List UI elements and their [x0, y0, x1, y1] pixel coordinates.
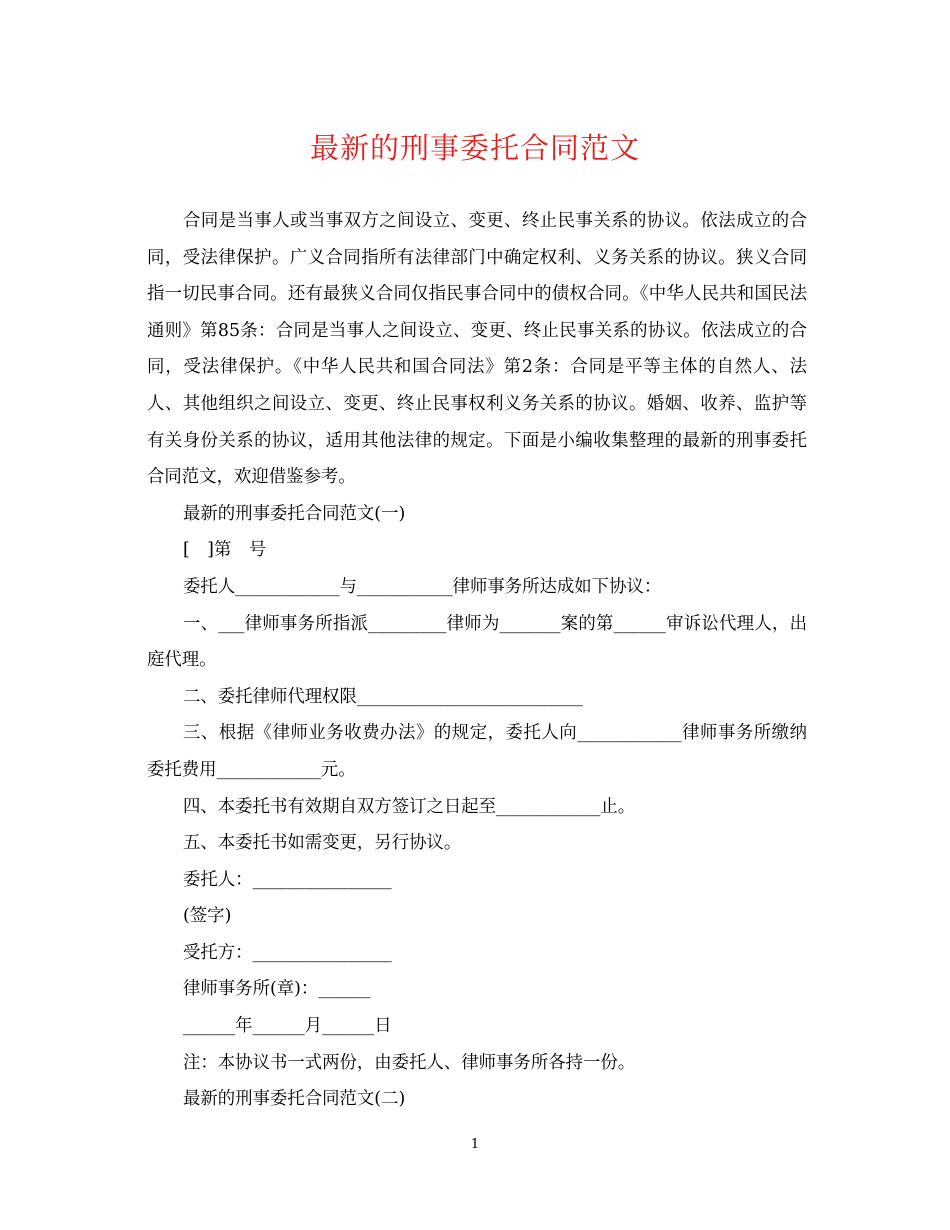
section2-heading: 最新的刑事委托合同范文(二) [183, 1089, 406, 1110]
contract-number-line: [ ]第 号 [183, 540, 267, 561]
signature-note: (签字) [183, 906, 232, 927]
law-firm-seal-line: 律师事务所(章)：______ [183, 979, 371, 1000]
document-body [147, 203, 807, 1118]
agreement-intro-line: 委托人____________与___________律师事务所达成如下协议： [183, 576, 662, 597]
page-number: 1 [470, 1137, 480, 1152]
clause-3: 三、根据《律师业务收费办法》的规定，委托人向____________律师事务所缴纳委托费用____________元。 [147, 723, 807, 780]
clause-1: 一、___律师事务所指派_________律师为_______案的第______审诉讼代理人，出庭代理。 [147, 613, 807, 671]
section1-heading: 最新的刑事委托合同范文(一) [183, 503, 406, 524]
date-line: ______年______月______日 [183, 1016, 392, 1037]
client-signature-line: 委托人：________________ [183, 869, 392, 890]
trustee-signature-line: 受托方：________________ [183, 942, 392, 963]
copies-note: 注：本协议书一式两份，由委托人、律师事务所各持一份。 [183, 1052, 636, 1073]
clause-5: 五、本委托书如需变更，另行协议。 [183, 833, 462, 854]
document-title: 最新的刑事委托合同范文 [309, 131, 640, 165]
clause-4: 四、本委托书有效期自双方签订之日起至____________止。 [183, 796, 636, 817]
clause-2: 二、委托律师代理权限__________________________ [183, 686, 583, 707]
intro-paragraph: 合同是当事人或当事双方之间设立、变更、终止民事关系的协议。依法成立的合同，受法律保护。广义合同指所有法律部门中确定权利、义务关系的协议。狭义合同指一切民事合同。还有最狭义合同仅指民事合同中的债权合同。《中华人民共和国民法通则》第85条：合同是当事人之间设立、变更、终止民事关系的协议。依法成立的合同，受法律保护。《中华人民共和国合同法》第2条：合同是平等主体的自然人、法人、其他组织之间设立、变更、终止民事权利义务关系的协议。婚姻、收养、监护等有关身份关系的协议，适用其他法律的规定。下面是小编收集整理的最新的刑事委托合同范文，欢迎借鉴参考。 [147, 211, 807, 488]
